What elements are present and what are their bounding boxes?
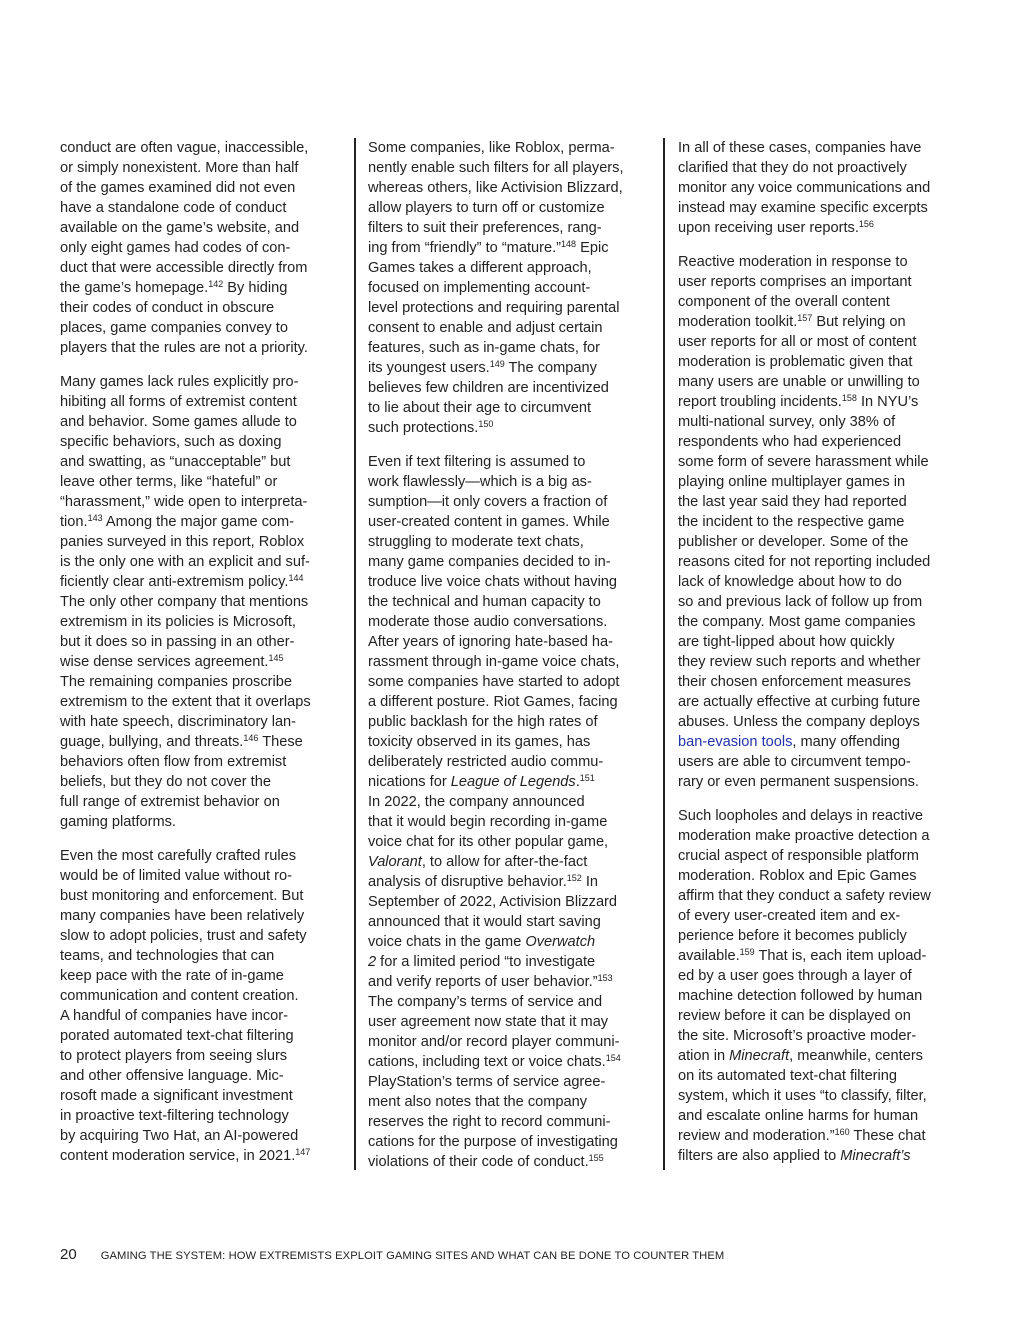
footnote-ref: 143 — [87, 513, 103, 523]
paragraph: Reactive moderation in response to user reports comprises an important component of the overall content moderation toolkit.$^{157}$ But relying on user reports for all or most of content moderation is problematic given that many users are unable or unwilling to report troubling incidents.$^{158}$ In NYU’s multi-national survey, only 38% of respondents who had experienced some form of severe harassment while playing online multiplayer games in the last year said they had reported the incident to the respective game publisher or developer. Some of the reasons cited for not reporting included lack of knowledge about how to do so and previous lack of follow up from the company. Most game companies are tight-lipped about how quickly they review such reports and whether their chosen enforcement measures are actually effective at curbing future abuses. Unless the company deploys ban-evasion tools, many offending users are able to circumvent tempo- rary or even permanent suspensions. — [678, 254, 931, 790]
paragraph: Even the most carefully crafted rules would be of limited value without ro- bust monitoring and enforcement. But many companies have been relatively slow to adopt policies, trust and safety teams, and technologies that can keep pace with the rate of in-game communication and content creation. A handful of companies have incor- porated automated text-chat filtering to protect players from seeing slurs and other offensive language. Mic- rosoft made a significant investment in proactive text-filtering technology by acquiring Two Hat, an AI-powered content moderation service, in 2021.$^{147}$ — [60, 848, 311, 1164]
footnote-ref: 144 — [288, 573, 304, 583]
text-column-1 — [60, 138, 342, 1170]
game-title: Valorant — [368, 854, 422, 870]
page-number: 20 — [60, 1246, 77, 1263]
paragraph: Such loopholes and delays in reactive moderation make proactive detection a crucial aspect of responsible platform moderation. Roblox and Epic Games affirm that they conduct a safety review of every user-created item and ex- perience before it becomes publicly available.$^{159}$ That is, each item upload- ed by a user goes through a layer of machine detection followed by human review before it can be displayed on the site. Microsoft’s proactive moder- ation in Minecraft, meanwhile, centers on its automated text-chat filtering system, which it uses “to classify, filter, and escalate online harms for human review and moderation.”$^{160}$ These chat filters are also applied to Minecraft’s — [678, 808, 931, 1164]
footnote-ref: 142 — [208, 279, 224, 289]
game-title: Minecraft’s — [840, 1148, 911, 1164]
footnote-ref: 153 — [597, 973, 613, 983]
ban-evasion-tools-link[interactable]: ban-evasion tools — [678, 734, 793, 750]
footnote-ref: 145 — [268, 653, 284, 663]
footnote-ref: 157 — [797, 313, 813, 323]
paragraph: Even if text filtering is assumed to work flawlessly—which is a big as- sumption—it only covers a fraction of user-created content in games. While struggling to moderate text chats, many game companies decided to in- troduce live voice chats without having the technical and human capacity to moderate those audio conversations. After years of ignoring hate-based ha- rassment through in-game voice chats, some companies have started to adopt a different posture. Riot Games, facing public backlash for the high rates of toxicity observed in its games, has deliberately restricted audio commu- nications for League of Legends.$^{151}$ In 2022, the company announced that it would begin recording in-game voice chat for its other popular game, Valorant, to allow for after-the-fact analysis of disruptive behavior.$^{152}$ In September of 2022, Activision Blizzard announced that it would start saving voice chats in the game Overwatch 2 for a limited period “to investigate and verify reports of user behavior.”$^{153}$ The company’s terms of service and user agreement now state that it may monitor and/or record player communi- cations, including text or voice chats.$^{154}$ PlayStation’s terms of service agree- ment also notes that the company reserves the right to record communi- cations for the purpose of investigating violations of their code of conduct.$^{155}$ — [368, 454, 621, 1170]
paragraph: conduct are often vague, inaccessible, or simply nonexistent. More than half of the games examined did not even have a standalone code of conduct available on the game’s website, and only eight games had codes of con- duct that were accessible directly from the game’s homepage.$^{142}$ By hiding their codes of conduct in obscure places, game companies convey to players that the rules are not a priority. — [60, 140, 309, 356]
footnote-ref: 149 — [489, 359, 505, 369]
text-column-3 — [663, 138, 963, 1170]
footnote-ref: 150 — [478, 419, 494, 429]
page-footer — [60, 1246, 724, 1263]
footnote-ref: 151 — [579, 773, 595, 783]
game-title: 2 — [368, 954, 377, 970]
paragraph: In all of these cases, companies have clarified that they do not proactively monitor any voice communications and instead may examine specific excerpts upon receiving user reports.$^{156}$ — [678, 140, 931, 236]
footnote-ref: 160 — [834, 1127, 850, 1137]
game-title: Overwatch — [525, 934, 596, 950]
game-title: Minecraft — [729, 1048, 790, 1064]
footnote-ref: 155 — [588, 1153, 604, 1163]
report-title: GAMING THE SYSTEM: HOW EXTREMISTS EXPLOIT GAMING SITES AND WHAT CAN BE DONE TO COUNTER THEM — [100, 1250, 725, 1262]
footnote-ref: 148 — [561, 239, 577, 249]
footnote-ref: 156 — [858, 219, 874, 229]
game-title: League of Legends — [450, 774, 576, 790]
footnote-ref: 154 — [605, 1053, 621, 1063]
footnote-ref: 159 — [739, 947, 755, 957]
paragraph: Some companies, like Roblox, perma- nently enable such filters for all players, whereas others, like Activision Blizzard, allow players to turn off or customize filters to suit their preferences, rang- ing from “friendly” to “mature.”$^{148}$ Epic Games takes a different approach, focused on implementing account- level protections and requiring parental consent to enable and adjust certain features, such as in-game chats, for its youngest users.$^{149}$ The company believes few children are incentivized to lie about their age to circumvent such protections.$^{150}$ — [368, 140, 624, 436]
footnote-ref: 158 — [841, 393, 857, 403]
footnote-ref: 146 — [243, 733, 259, 743]
footnote-ref: 147 — [295, 1147, 311, 1157]
text-column-2 — [354, 138, 654, 1170]
paragraph: Many games lack rules explicitly pro- hibiting all forms of extremist content and behavior. Some games allude to specific behaviors, such as doxing and swatting, as “unacceptable” but leave other terms, like “hateful” or “harassment,” wide open to interpreta- tion.$^{143}$ Among the major game com- panies surveyed in this report, Roblox is the only one with an explicit and suf- ficiently clear anti-extremism policy.$^{144}$ The only other company that mentions extremism in its policies is Microsoft, but it does so in passing in an other- wise dense services agreement.$^{145}$ The remaining companies proscribe extremism to the extent that it overlaps with hate speech, discriminatory lan- guage, bullying, and threats.$^{146}$ These behaviors often flow from extremist beliefs, but they do not cover the full range of extremist behavior on gaming platforms. — [60, 374, 311, 830]
footnote-ref: 152 — [566, 873, 582, 883]
